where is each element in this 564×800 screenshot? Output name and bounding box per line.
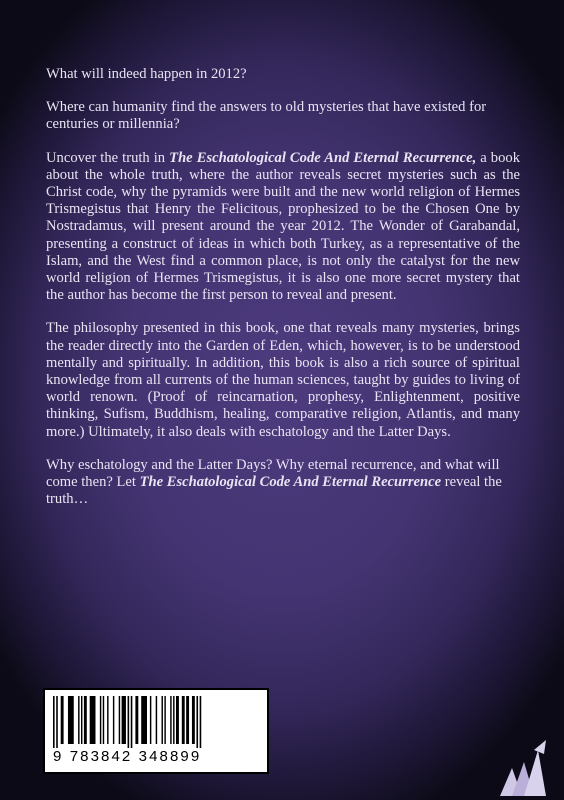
barcode-bar [164,696,165,744]
barcode-bar [90,696,96,744]
blurb-text [46,66,520,524]
barcode-bar [84,696,87,744]
barcode-bar [192,696,195,744]
barcode-bar [200,696,202,748]
barcode-bar [113,696,114,744]
publisher-logo-icon [498,740,546,796]
barcode-bar [196,696,198,748]
barcode-bar [107,696,108,744]
barcode-bar [119,696,120,744]
blurb-paragraph-1: What will indeed happen in 2012? [46,66,247,82]
barcode-bar [170,696,171,744]
barcode-bar [56,696,58,748]
isbn-number: 9 783842 348899 [53,748,202,765]
barcode-bar [141,696,147,744]
barcode-bar [176,696,179,744]
barcode-bar [156,696,157,744]
barcode-bar [131,696,133,748]
isbn-barcode [43,688,269,774]
barcode-bar [61,696,64,744]
barcode-bar [81,696,82,744]
barcode-bar [53,696,55,748]
book-title-inline: The Eschatological Code And Eternal Recurrence, [169,149,477,166]
barcode-bar [78,696,79,744]
barcode-bar [135,696,138,744]
blurb-paragraph-3: Uncover the truth in The Eschatological Code And Eternal Recurrence, a book about the whole truth, where the author reveals secret mysteries such as the Christ code, why the pyramids were built and the new world religion of Hermes Trismegistus that Henry the Felicitous, prophesized to be the Chosen One by Nostradamus, will present around the year 2012. The Wonder of Garabandal, presenting a construct of ideas in which both Turkey, as a representative of the Islam, and the West find a common place, is not only the catalyst for the new world religion of Hermes Trismegistus, it is also one more secret mystery that the author has become the first person to reveal and present. [46,149,520,304]
barcode-bar [182,696,185,744]
barcode-bar [100,696,101,744]
book-title-inline-2: The Eschatological Code And Eternal Recurrence [139,474,442,491]
barcode-bar [162,696,163,744]
barcode-bars [51,696,263,748]
barcode-bar [128,696,130,748]
barcode-bar [186,696,189,744]
barcode-bar [68,696,74,744]
blurb-paragraph-5: Why eschatology and the Latter Days? Why eternal recurrence, and what will come then? Let The Eschatological Code And Eternal Recurrence reveal the truth… [46,456,502,508]
barcode-bar [150,696,151,744]
blurb-paragraph-2: Where can humanity find the answers to old mysteries that have existed for centuries or millennia? [46,99,487,133]
blurb-paragraph-4: The philosophy presented in this book, one that reveals many mysteries, brings the reader directly into the Garden of Eden, which, however, is to be understood mentally and spiritually. In addition, this book is also a rich source of spiritual knowledge from all currents of the human sciences, taught by guides to living of world renown. (Proof of reincarnation, prophesy, Enlightenment, positive thinking, Sufism, Buddhism, healing, comparative religion, Atlantis, and many more.) Ultimately, it also deals with eschatology and the Latter Days. [46,320,520,440]
barcode-bar [173,696,174,744]
barcode-bar [103,696,104,744]
barcode-bar [122,696,126,744]
